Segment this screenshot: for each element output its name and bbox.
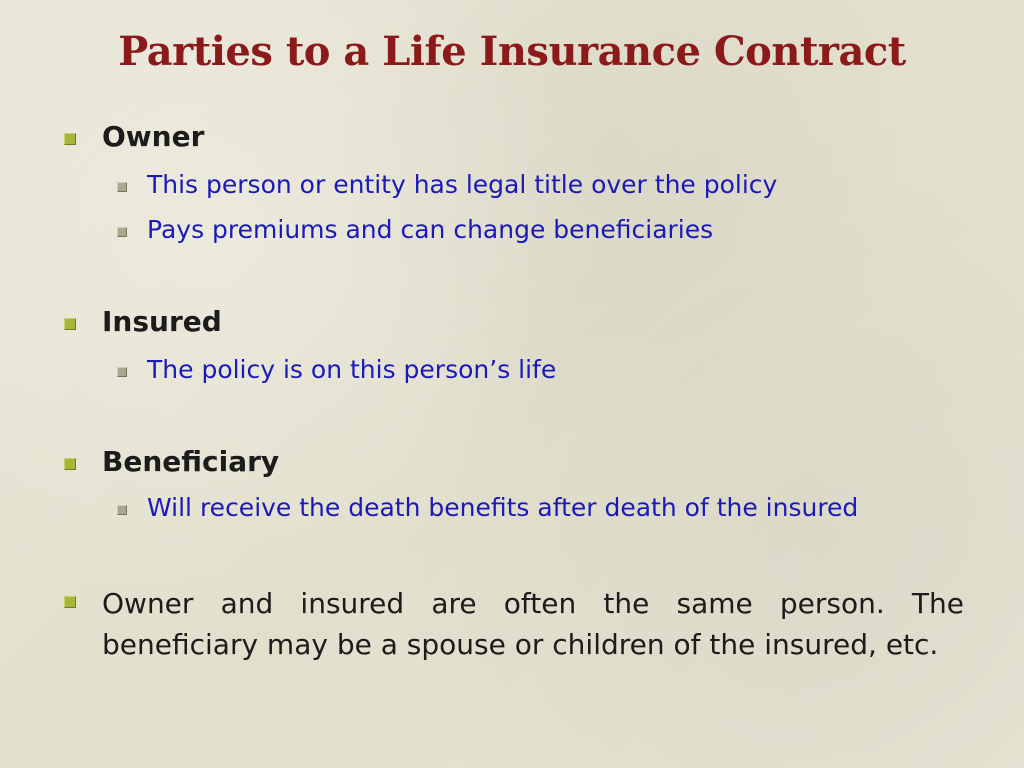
small-square-bullet-icon	[117, 182, 127, 192]
square-bullet-icon	[64, 596, 76, 608]
sub-bullet-text: This person or entity has legal title over the policy	[147, 170, 778, 199]
small-square-bullet-icon	[117, 367, 127, 377]
small-square-bullet-icon	[117, 227, 127, 237]
square-bullet-icon	[64, 318, 76, 330]
square-bullet-icon	[64, 133, 76, 145]
sub-bullet-text: Pays premiums and can change beneficiaries	[147, 215, 714, 244]
bullet-heading: Insured	[102, 305, 222, 338]
square-bullet-icon	[64, 458, 76, 470]
small-square-bullet-icon	[117, 505, 127, 515]
bullet-heading: Beneficiary	[102, 445, 280, 478]
note-text: Owner and insured are often the same person. The beneficiary may be a spouse or children of the insured, etc.	[102, 587, 964, 661]
sub-bullet-text: The policy is on this person’s life	[147, 355, 557, 384]
bullet-heading: Owner	[102, 120, 205, 153]
slide-title: Parties to a Life Insurance Contract	[118, 28, 906, 75]
sub-bullet-text: Will receive the death benefits after death of the insured	[147, 493, 859, 522]
